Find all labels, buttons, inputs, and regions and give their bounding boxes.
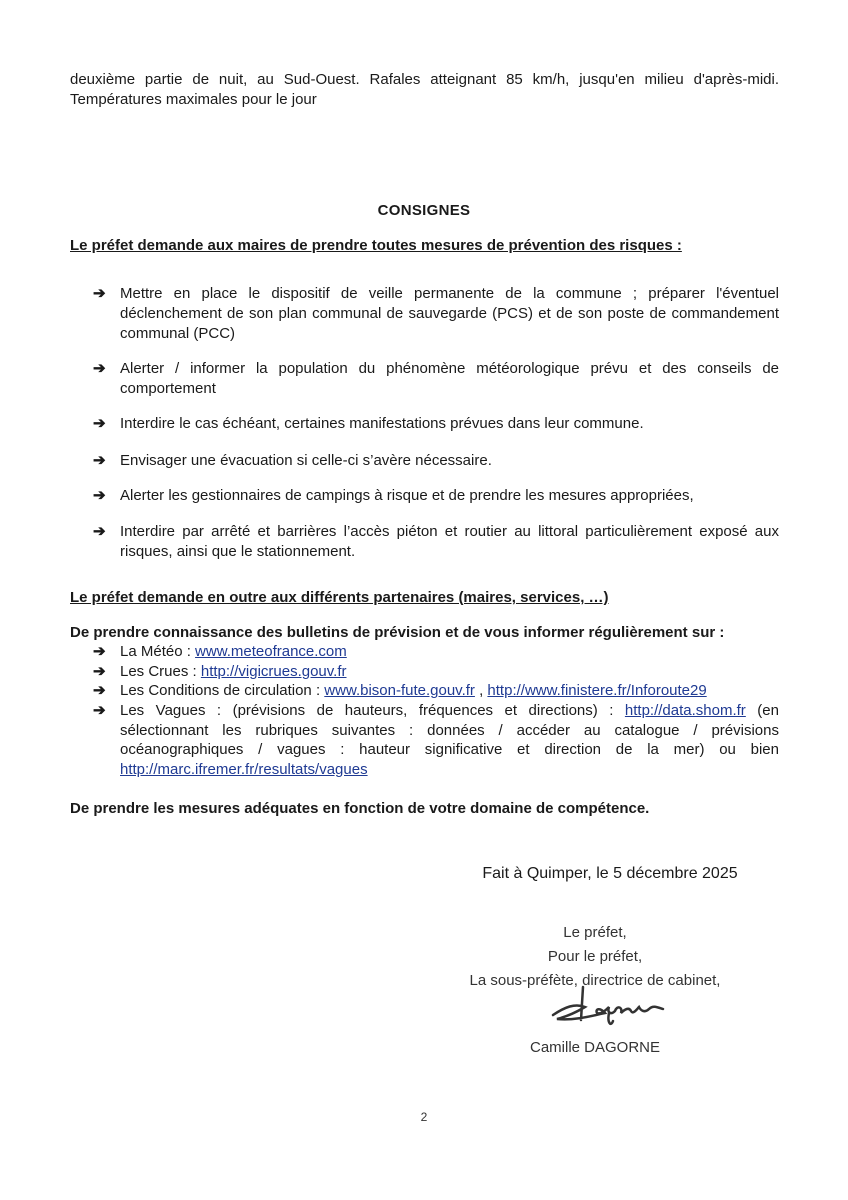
shom-link[interactable]: http://data.shom.fr — [624, 702, 746, 719]
info-intro: De prendre connaissance des bulletins de prévision et de vous informer régulièrement sur : — [70, 624, 725, 641]
intro-line-1: deuxième partie de nuit, au Sud-Ouest. Rafales atteignant 85 km/h, jusqu'en milieu d'après-midi. — [70, 71, 779, 88]
maires-item: ➔ Alerter les gestionnaires de campings à risque et de prendre les mesures appropriées, — [93, 487, 694, 504]
maires-item: ➔ Mettre en place le dispositif de veille permanente de la commune ; préparer l'éventuel déclenchement de son plan communal de sauvegarde (PCS) et de son poste de commandement communal (PCC) — [93, 285, 779, 342]
consignes-title: CONSIGNES — [377, 202, 471, 219]
maires-item: ➔ Envisager une évacuation si celle-ci s’avère nécessaire. — [93, 452, 492, 469]
signature-block — [460, 921, 730, 993]
vigicrues-link[interactable]: http://vigicrues.gouv.fr — [200, 663, 347, 680]
arrow-right-icon: ➔ — [93, 487, 106, 504]
place-date: Fait à Quimper, le 5 décembre 2025 — [482, 865, 738, 882]
maires-item: ➔ Interdire le cas échéant, certaines manifestations prévues dans leur commune. — [93, 415, 644, 432]
arrow-right-icon: ➔ — [93, 643, 106, 660]
inforoute29-link[interactable]: http://www.finistere.fr/Inforoute29 — [487, 682, 707, 699]
info-item-crues: ➔ Les Crues : http://vigicrues.gouv.fr — [93, 663, 347, 680]
arrow-right-icon: ➔ — [93, 663, 106, 680]
meteofrance-link[interactable]: www.meteofrance.com — [195, 643, 347, 660]
info-item-circulation: ➔ Les Conditions de circulation : www.bison-fute.gouv.fr , http://www.finistere.fr/Inforoute29 — [93, 682, 707, 699]
info-item-meteo: ➔ La Météo : www.meteofrance.com — [93, 643, 347, 660]
maires-item: ➔ Alerter / informer la population du phénomène météorologique prévu et des conseils de comportement — [93, 360, 779, 397]
signature-title-1: Le préfet, — [563, 924, 627, 941]
handwritten-signature-icon — [545, 985, 670, 1035]
arrow-right-icon: ➔ — [93, 415, 106, 432]
signature-title-2: Pour le préfet, — [547, 948, 643, 965]
intro-line-2: Températures maximales pour le jour — [70, 91, 317, 108]
bison-fute-link[interactable]: www.bison-fute.gouv.fr — [324, 682, 475, 699]
closing-statement: De prendre les mesures adéquates en fonction de votre domaine de compétence. — [70, 800, 650, 817]
page-number: 2 — [420, 1110, 428, 1124]
arrow-right-icon: ➔ — [93, 702, 106, 719]
signature-title-3: La sous-préfète, directrice de cabinet, — [469, 972, 721, 989]
arrow-right-icon: ➔ — [93, 285, 106, 302]
info-item-vagues: ➔ Les Vagues : (prévisions de hauteurs, fréquences et directions) : http://data.shom.fr (en sélectionnant les rubriques suivantes : données / accéder au catalogue / prévisions océanographiques / vagues : hauteur significative et direction de la mer) ou bien http://marc.ifremer.fr/resultats/vagues — [93, 702, 779, 778]
arrow-right-icon: ➔ — [93, 523, 106, 540]
ifremer-link[interactable]: http://marc.ifremer.fr/resultats/vagues — [120, 760, 368, 778]
arrow-right-icon: ➔ — [93, 452, 106, 469]
signatory-name: Camille DAGORNE — [529, 1039, 661, 1056]
arrow-right-icon: ➔ — [93, 360, 106, 377]
partenaires-heading: Le préfet demande en outre aux différents partenaires (maires, services, …) — [70, 589, 609, 606]
maires-heading: Le préfet demande aux maires de prendre toutes mesures de prévention des risques : — [70, 237, 682, 254]
arrow-right-icon: ➔ — [93, 682, 106, 699]
maires-item: ➔ Interdire par arrêté et barrières l’accès piéton et routier au littoral particulièrement exposé aux risques, ainsi que le stationnement. — [93, 523, 779, 560]
